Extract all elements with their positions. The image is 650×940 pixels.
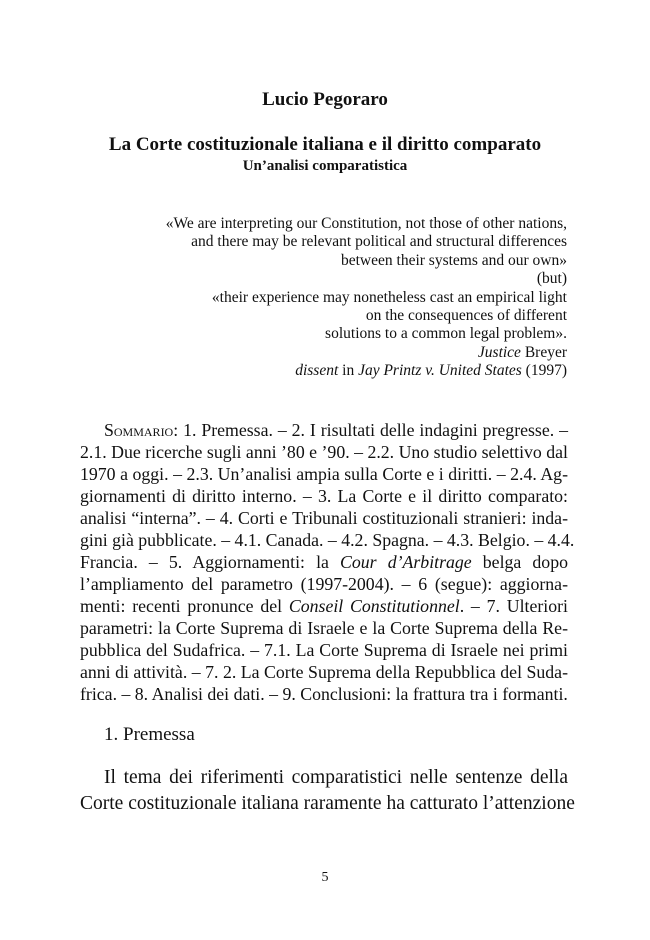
epigraph-line: solutions to a common legal problem». [325,325,567,343]
summary-block [80,419,575,705]
summary-label: Sommario [104,420,174,440]
author-name: Lucio Pegoraro [262,89,388,110]
summary-line: pubblica del Sudafrica. – 7.1. La Corte Suprema di Israele nei primi [80,640,568,660]
page-number: 5 [321,870,329,885]
epigraph-citation [120,362,567,380]
attribution-role: Justice [477,343,521,361]
epigraph-line: and there may be relevant political and structural differences [191,233,567,251]
body-line: Il tema dei riferimenti comparatistici nelle sentenze della [104,767,568,788]
citation-year: (1997) [521,362,567,380]
summary-line: 1970 a oggi. – 2.3. Un’analisi ampia sulla Corte e i diritti. – 2.4. Ag- [80,464,568,484]
epigraph-attribution [120,344,567,362]
epigraph-line: (but) [536,270,567,288]
summary-line: 2.1. Due ricerche sugli anni ’80 e ’90. – 2.2. Uno studio selettivo dal [80,442,568,462]
body-line: Corte costituzionale italiana raramente ha catturato l’attenzione [80,793,575,814]
summary-line: anni di attività. – 7. 2. La Corte Suprema della Repubblica del Suda- [80,662,568,682]
citation-mid: in [338,362,359,380]
italic-term: Cour d’Arbitrage [340,552,472,572]
summary-line: frica. – 8. Analisi dei dati. – 9. Conclusioni: la frattura tra i formanti. [80,684,568,704]
epigraph-line: «We are interpreting our Constitution, not those of other nations, [165,215,567,232]
summary-line: menti: recenti pronunce del Conseil Constitutionnel. – 7. Ulteriori [80,596,568,616]
summary-line: gini già pubblicate. – 4.1. Canada. – 4.2. Spagna. – 4.3. Belgio. – 4.4. [80,530,575,550]
chapter-subtitle: Un’analisi comparatistica [242,158,408,174]
citation-prefix: dissent [295,362,339,380]
summary-line: Francia. – 5. Aggiornamenti: la Cour d’Arbitrage belga dopo [80,552,568,572]
epigraph [120,215,567,381]
italic-term: Conseil Constitutionnel [288,596,460,616]
summary-line: Sommario: 1. Premessa. – 2. I risultati delle indagini pregresse. – [104,420,568,440]
epigraph-line: between their systems and our own» [341,251,567,269]
attribution-name: Breyer [520,343,567,361]
epigraph-line: on the consequences of different [365,307,567,325]
summary-line: l’ampliamento del parametro (1997-2004). – 6 (segue): aggiorna- [80,574,568,594]
section-heading: 1. Premessa [104,724,195,745]
summary-line: giornamenti di diritto interno. – 3. La Corte e il diritto comparato: [80,486,568,506]
summary-line: analisi “interna”. – 4. Corti e Tribunali costituzionali stranieri: inda- [80,508,568,528]
summary-line: parametri: la Corte Suprema di Israele e la Corte Suprema della Re- [80,618,568,638]
epigraph-line: «their experience may nonetheless cast an empirical light [211,288,567,306]
body-paragraph [80,765,575,817]
citation-case: Jay Printz v. United States [358,362,522,380]
chapter-title: La Corte costituzionale italiana e il diritto comparato [108,134,542,155]
